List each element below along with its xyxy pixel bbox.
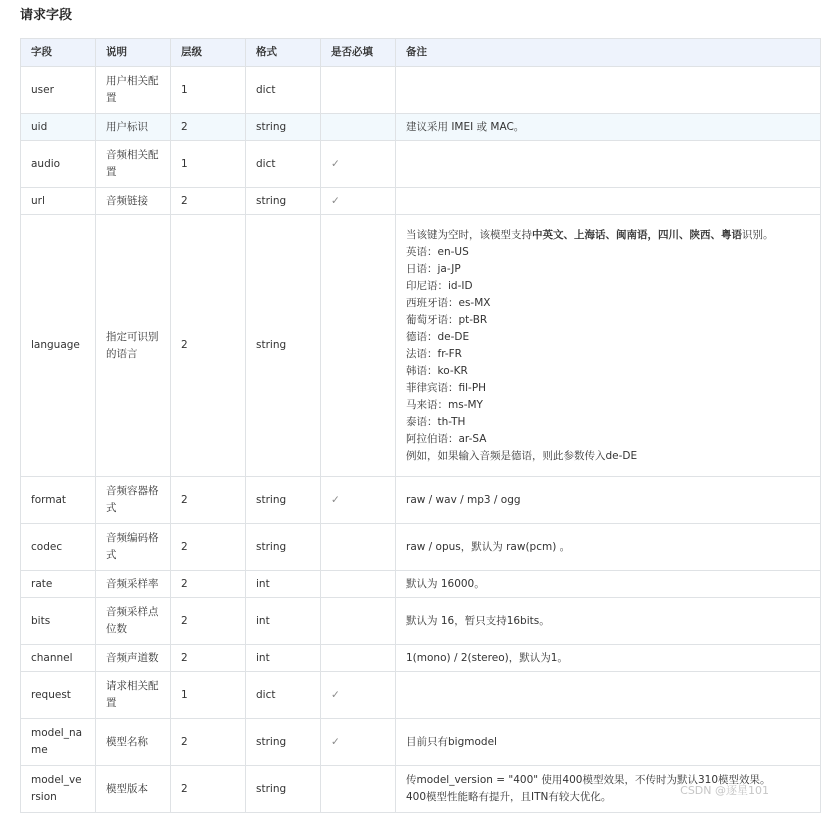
cell-field: format <box>21 477 96 524</box>
cell-format: int <box>246 598 321 645</box>
cell-required: ✓ <box>321 141 396 188</box>
cell-format: string <box>246 477 321 524</box>
cell-required <box>321 571 396 598</box>
cell-description: 模型名称 <box>96 719 171 766</box>
cell-field: url <box>21 188 96 215</box>
table-header-row <box>21 39 821 67</box>
table-row-language <box>21 215 821 477</box>
note-line: raw / wav / mp3 / ogg <box>406 493 521 506</box>
header-field: 字段 <box>21 39 96 67</box>
cell-notes <box>396 672 821 719</box>
cell-level: 2 <box>171 571 246 598</box>
cell-field: model_name <box>21 719 96 766</box>
request-fields-table-container[interactable] <box>20 38 774 804</box>
cell-description: 音频链接 <box>96 188 171 215</box>
cell-notes <box>396 67 821 114</box>
cell-level: 2 <box>171 114 246 141</box>
cell-level: 1 <box>171 141 246 188</box>
cell-field: audio <box>21 141 96 188</box>
cell-field: bits <box>21 598 96 645</box>
cell-format: string <box>246 766 321 813</box>
cell-notes <box>396 645 821 672</box>
cell-notes <box>396 477 821 524</box>
cell-format: dict <box>246 67 321 114</box>
table-row-channel <box>21 645 821 672</box>
cell-field: channel <box>21 645 96 672</box>
cell-required <box>321 598 396 645</box>
note-line: 建议采用 IMEI 或 MAC。 <box>406 120 525 133</box>
cell-notes <box>396 598 821 645</box>
cell-description: 音频容器格式 <box>96 477 171 524</box>
cell-level: 2 <box>171 188 246 215</box>
table-row-url <box>21 188 821 215</box>
table-row-audio <box>21 141 821 188</box>
cell-description: 用户标识 <box>96 114 171 141</box>
note-line: 法语：fr-FR <box>406 347 462 360</box>
cell-format: int <box>246 645 321 672</box>
note-line: 马来语：ms-MY <box>406 398 483 411</box>
note-line: 西班牙语：es-MX <box>406 296 491 309</box>
cell-notes <box>396 188 821 215</box>
cell-format: int <box>246 571 321 598</box>
cell-description: 用户相关配置 <box>96 67 171 114</box>
header-description: 说明 <box>96 39 171 67</box>
table-row-codec <box>21 524 821 571</box>
note-line: 阿拉伯语：ar-SA <box>406 432 487 445</box>
note-line: 泰语：th-TH <box>406 415 466 428</box>
header-required: 是否必填 <box>321 39 396 67</box>
csdn-watermark: CSDN @逐星101 <box>680 784 769 797</box>
cell-required <box>321 114 396 141</box>
table-row-bits <box>21 598 821 645</box>
note-line: 目前只有bigmodel <box>406 735 497 748</box>
cell-notes <box>396 571 821 598</box>
cell-format: dict <box>246 672 321 719</box>
cell-field: request <box>21 672 96 719</box>
cell-format: string <box>246 524 321 571</box>
section-title: 请求字段 <box>20 8 73 23</box>
cell-format: string <box>246 719 321 766</box>
cell-required: ✓ <box>321 188 396 215</box>
cell-notes <box>396 215 821 477</box>
cell-format: string <box>246 215 321 477</box>
note-line: 韩语：ko-KR <box>406 364 468 377</box>
cell-required <box>321 215 396 477</box>
table-row-request <box>21 672 821 719</box>
cell-required <box>321 67 396 114</box>
table-body <box>21 67 821 813</box>
note-line: raw / opus，默认为 raw(pcm) 。 <box>406 540 571 553</box>
cell-level: 2 <box>171 524 246 571</box>
cell-field: model_version <box>21 766 96 813</box>
table-row-uid <box>21 114 821 141</box>
table-row-user <box>21 67 821 114</box>
cell-notes <box>396 524 821 571</box>
note-line: 德语：de-DE <box>406 330 470 343</box>
cell-level: 2 <box>171 598 246 645</box>
cell-field: user <box>21 67 96 114</box>
cell-description: 指定可识别的语言 <box>96 215 171 477</box>
cell-level: 1 <box>171 67 246 114</box>
cell-required: ✓ <box>321 477 396 524</box>
note-line: 当该键为空时，该模型支持中英文、上海话、闽南语，四川、陕西、粤语识别。 <box>406 228 774 241</box>
cell-required: ✓ <box>321 672 396 719</box>
note-line: 1(mono) / 2(stereo)，默认为1。 <box>406 651 568 664</box>
cell-notes <box>396 719 821 766</box>
cell-format: string <box>246 188 321 215</box>
note-line: 传model_version = "400" 使用400模型效果，不传时为默认310模型效果。 <box>406 774 771 786</box>
note-line: 英语：en-US <box>406 245 469 258</box>
note-line: 印尼语：id-ID <box>406 279 473 292</box>
note-line: 默认为 16，暂只支持16bits。 <box>406 614 550 627</box>
cell-level: 2 <box>171 719 246 766</box>
header-notes: 备注 <box>396 39 821 67</box>
cell-required <box>321 766 396 813</box>
cell-format: dict <box>246 141 321 188</box>
note-line: 日语：ja-JP <box>406 262 461 275</box>
cell-field: rate <box>21 571 96 598</box>
cell-description: 音频采样点位数 <box>96 598 171 645</box>
note-line: 例如，如果输入音频是德语，则此参数传入de-DE <box>406 449 638 462</box>
cell-notes <box>396 114 821 141</box>
cell-level: 2 <box>171 645 246 672</box>
cell-field: language <box>21 215 96 477</box>
table-row-format <box>21 477 821 524</box>
request-fields-table <box>20 38 821 813</box>
cell-required <box>321 645 396 672</box>
cell-description: 音频声道数 <box>96 645 171 672</box>
cell-description: 音频采样率 <box>96 571 171 598</box>
cell-required <box>321 524 396 571</box>
table-row-model-name <box>21 719 821 766</box>
cell-required: ✓ <box>321 719 396 766</box>
table-row-rate <box>21 571 821 598</box>
cell-description: 音频相关配置 <box>96 141 171 188</box>
note-line: 400模型性能略有提升，且ITN有较大优化。 <box>406 791 612 803</box>
note-line: 菲律宾语：fil-PH <box>406 381 487 394</box>
cell-description: 请求相关配置 <box>96 672 171 719</box>
note-line: 葡萄牙语：pt-BR <box>406 313 488 326</box>
cell-level: 1 <box>171 672 246 719</box>
header-format: 格式 <box>246 39 321 67</box>
cell-description: 模型版本 <box>96 766 171 813</box>
cell-field: codec <box>21 524 96 571</box>
cell-level: 2 <box>171 215 246 477</box>
cell-level: 2 <box>171 766 246 813</box>
cell-description: 音频编码格式 <box>96 524 171 571</box>
cell-level: 2 <box>171 477 246 524</box>
cell-format: string <box>246 114 321 141</box>
cell-notes <box>396 141 821 188</box>
header-level: 层级 <box>171 39 246 67</box>
cell-field: uid <box>21 114 96 141</box>
note-line: 默认为 16000。 <box>406 577 485 590</box>
